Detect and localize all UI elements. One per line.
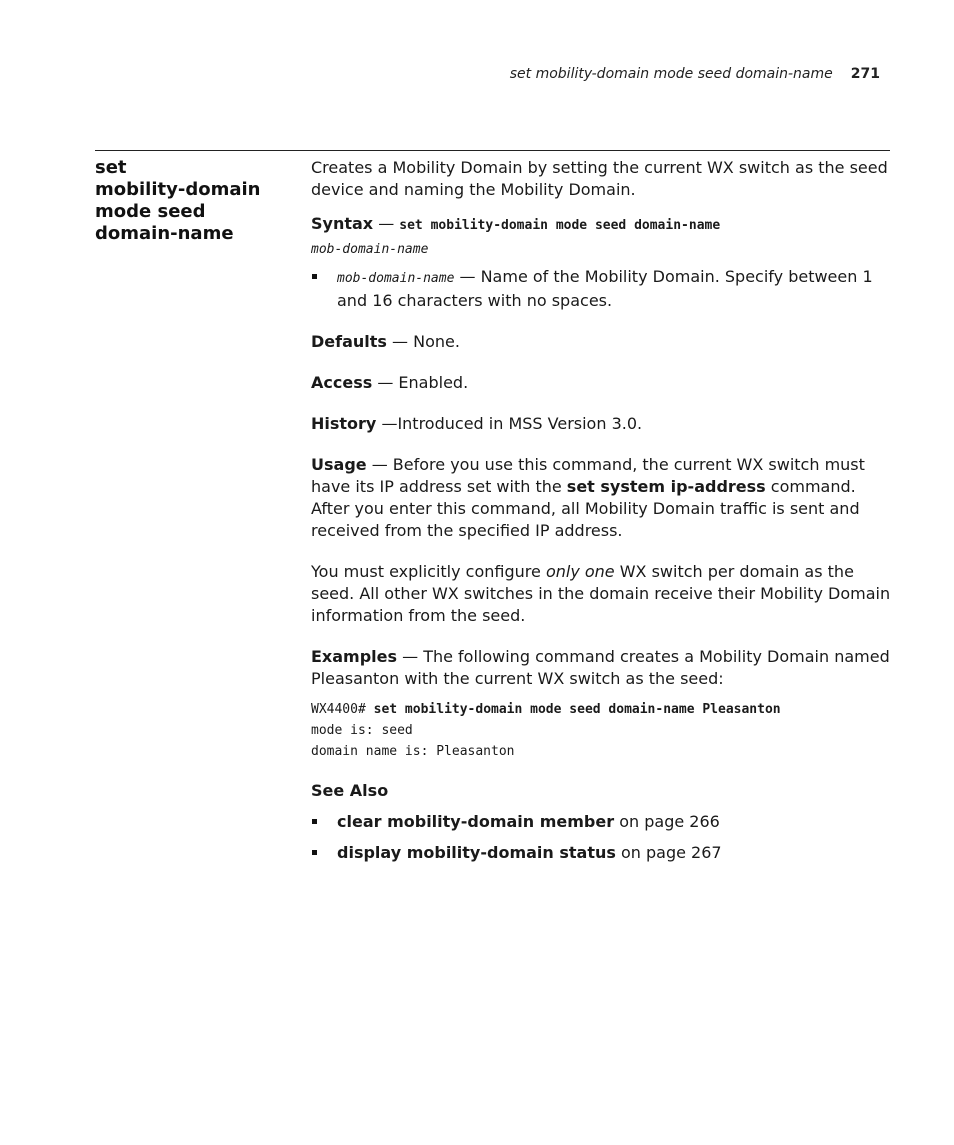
history-label: History <box>311 414 377 433</box>
code-output-line: mode is: seed <box>311 723 413 738</box>
section-title <box>95 157 295 245</box>
usage-note-paragraph <box>311 561 893 627</box>
code-command-line <box>311 697 893 720</box>
usage-note-text-1: You must explicitly configure <box>311 562 546 581</box>
parameter-desc: — Name of the Mobility Domain. Specify between 1 and 16 characters with no spaces. <box>337 267 873 310</box>
section-title-line: domain-name <box>95 223 234 244</box>
syntax-dash: — <box>373 214 400 233</box>
usage-bold-command: set system ip-address <box>566 477 766 496</box>
intro-paragraph: Creates a Mobility Domain by setting the current WX switch as the seed device and naming the Mobility Domain. <box>311 158 888 199</box>
access-text: — Enabled. <box>372 373 469 392</box>
bullet-icon <box>312 850 317 855</box>
examples-paragraph <box>311 646 893 690</box>
defaults-paragraph <box>311 331 893 353</box>
syntax-label: Syntax <box>311 214 374 233</box>
see-also-page: on page 266 <box>614 812 720 831</box>
section-title-line: mode seed <box>95 201 206 222</box>
see-also-item <box>311 811 893 833</box>
code-output-line: domain name is: Pleasanton <box>311 744 515 759</box>
section-divider <box>95 150 890 151</box>
defaults-label: Defaults <box>311 332 387 351</box>
examples-label: Examples <box>311 647 398 666</box>
usage-note-text-2: WX switch per domain as the seed. All other WX switches in the domain receive their Mobility Domain information from the seed. <box>311 562 891 625</box>
bullet-icon <box>312 819 317 824</box>
see-also-link[interactable]: clear mobility-domain member <box>337 812 615 831</box>
examples-text: — The following command creates a Mobility Domain named Pleasanton with the current WX switch as the seed: <box>311 647 890 688</box>
usage-text-1: — Before you use this command, the current WX switch must have its IP address set with the <box>311 455 865 496</box>
syntax-paragraph <box>311 213 893 237</box>
access-paragraph <box>311 372 893 394</box>
section-title-line: set <box>95 157 127 178</box>
see-also-page: on page 267 <box>615 843 722 862</box>
usage-paragraph <box>311 454 893 542</box>
bullet-icon <box>312 274 317 279</box>
page-number: 271 <box>850 66 880 82</box>
see-also-link[interactable]: display mobility-domain status <box>337 843 616 862</box>
see-also-heading: See Also <box>311 781 389 800</box>
code-command: set mobility-domain mode seed domain-name Pleasanton <box>373 702 781 717</box>
syntax-command: set mobility-domain mode seed domain-name <box>399 218 721 233</box>
section-title-line: mobility-domain <box>95 179 261 200</box>
code-prompt: WX4400# <box>311 702 374 717</box>
usage-label: Usage <box>311 455 367 474</box>
command-description <box>311 157 893 864</box>
syntax-argument: mob-domain-name <box>311 242 429 257</box>
defaults-text: — None. <box>386 332 460 351</box>
parameter-name: mob-domain-name <box>337 271 455 286</box>
see-also-item <box>311 842 893 864</box>
usage-text-2: command. After you enter this command, all Mobility Domain traffic is sent and received from the specified IP address. <box>311 477 860 540</box>
usage-note-italic: only one <box>545 562 615 581</box>
syntax-argument-line <box>311 237 893 261</box>
parameter-item <box>311 266 893 312</box>
history-paragraph <box>311 413 893 435</box>
access-label: Access <box>311 373 373 392</box>
running-header <box>510 66 880 82</box>
running-title: set mobility-domain mode seed domain-name <box>509 66 833 82</box>
code-example <box>311 697 893 762</box>
history-text: —Introduced in MSS Version 3.0. <box>376 414 643 433</box>
